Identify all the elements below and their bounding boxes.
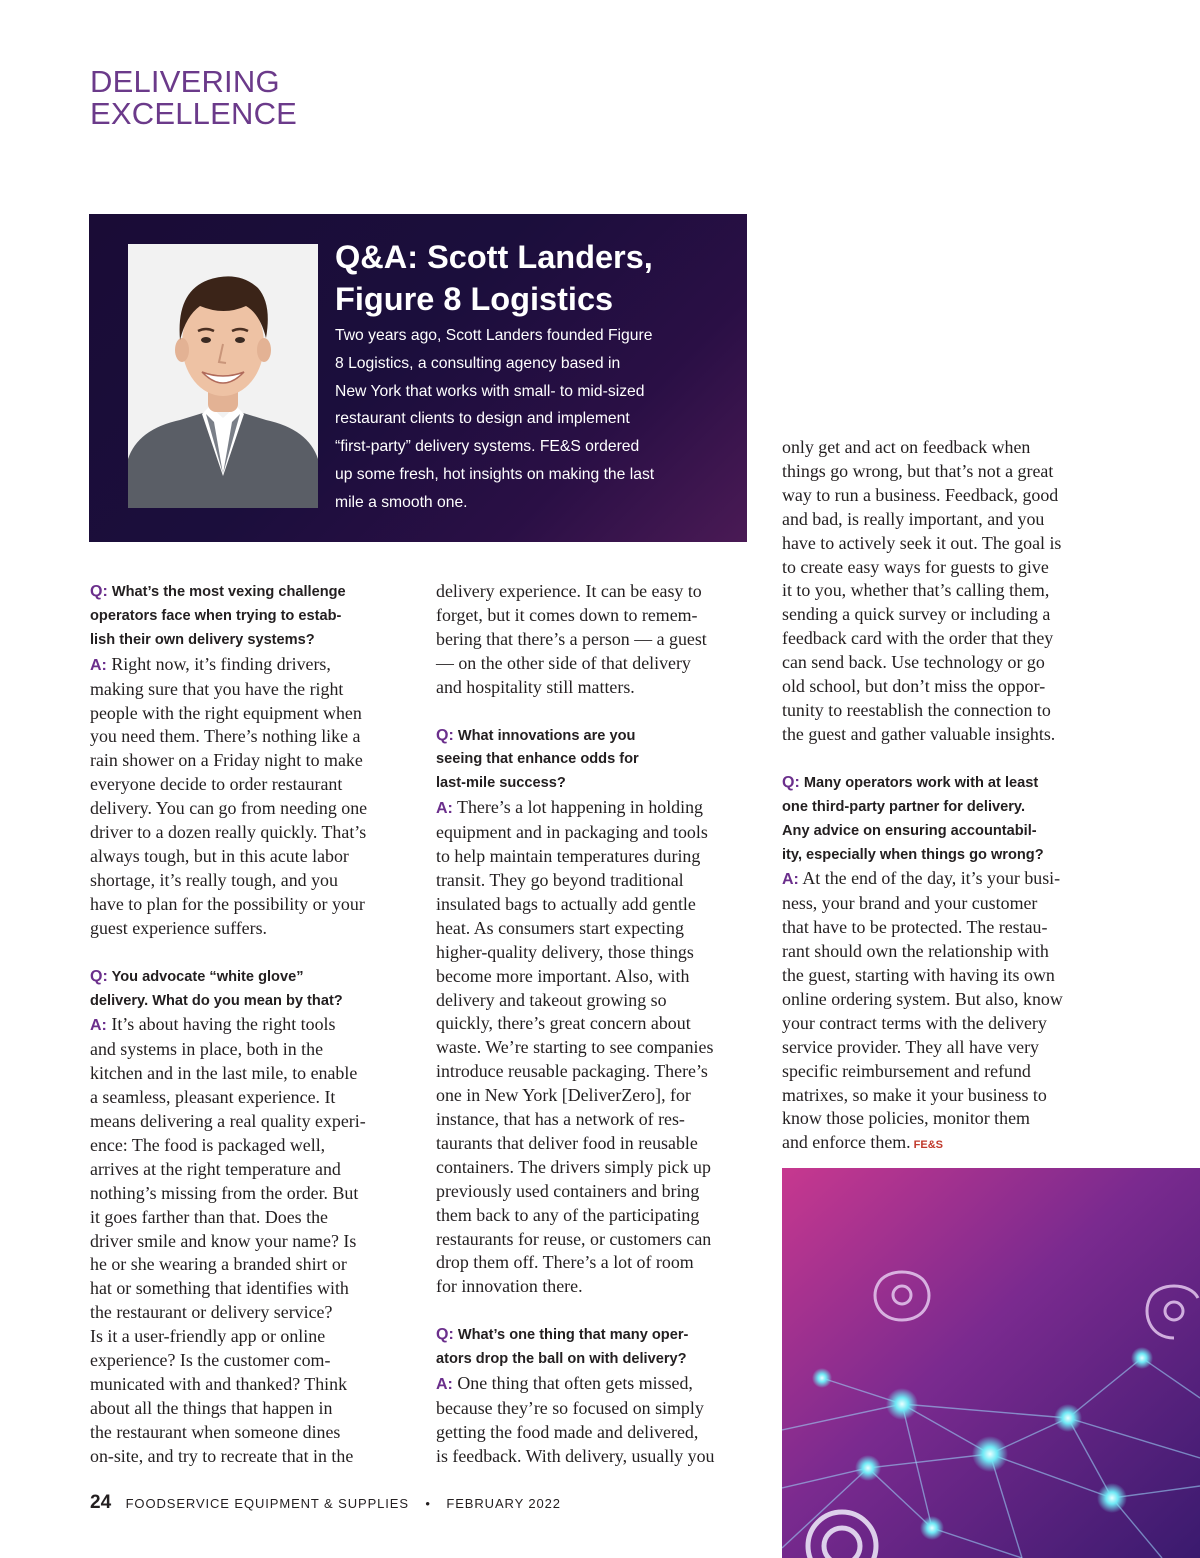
answer-line: [90, 893, 415, 917]
intro-line: 8 Logistics, a consulting agency based in: [335, 354, 621, 372]
line-text: waste. We’re starting to see companies: [436, 1037, 714, 1058]
paragraph-gap: [436, 1299, 761, 1323]
signoff-mark: FE&S: [913, 1139, 943, 1152]
line-text: he or she wearing a branded shirt or: [90, 1254, 347, 1275]
line-text: ity, especially when things go wrong?: [782, 846, 1044, 863]
line-text: restaurants for reuse, or customers can: [436, 1228, 712, 1249]
line-text: higher-quality delivery, those things: [436, 941, 694, 962]
answer-line: [90, 1062, 415, 1086]
answer-line: [436, 1228, 761, 1252]
line-text: service provider. They all have very: [782, 1036, 1039, 1057]
section-label-line-1: DELIVERING: [90, 64, 280, 99]
line-text: for innovation there.: [436, 1276, 583, 1297]
line-text: getting the food made and delivered,: [436, 1421, 699, 1442]
line-text: always tough, but in this acute labor: [90, 845, 349, 866]
section-label: [90, 66, 297, 130]
answer-line: [90, 845, 415, 869]
article-title: [335, 236, 735, 320]
issue-date: FEBRUARY 2022: [446, 1496, 561, 1511]
intro-line: “first-party” delivery systems. FE&S ordered: [335, 438, 640, 456]
line-text: your contract terms with the delivery: [782, 1012, 1047, 1033]
line-text: them back to any of the participating: [436, 1204, 700, 1225]
question-line: [90, 580, 415, 605]
line-text: Any advice on ensuring accountabil-: [782, 822, 1037, 839]
answer-line: [90, 797, 415, 821]
answer-line: [90, 1182, 415, 1206]
line-text: driver to a dozen really quickly. That’s: [90, 822, 367, 843]
question-line: [782, 820, 1107, 844]
answer-line: [782, 892, 1107, 916]
line-text: ence: The food is packaged well,: [90, 1134, 326, 1155]
body-line: [782, 484, 1107, 508]
answer-line: [436, 1012, 761, 1036]
question-line: [782, 771, 1107, 796]
answer-line: [90, 1421, 415, 1445]
line-text: is feedback. With delivery, usually you: [436, 1445, 715, 1466]
answer-line: [782, 940, 1107, 964]
line-text: experience? Is the customer com-: [90, 1350, 331, 1371]
question-line: [436, 772, 761, 796]
line-text: matrixes, so make it your business to: [782, 1084, 1047, 1105]
body-line: [782, 627, 1107, 651]
answer-line: [436, 1180, 761, 1204]
line-text: specific reimbursement and refund: [782, 1060, 1031, 1081]
answer-line: [436, 1397, 761, 1421]
answer-line: [436, 1445, 761, 1469]
line-text: a seamless, pleasant experience. It: [90, 1087, 336, 1108]
answer-line: [90, 1325, 415, 1349]
line-text: means delivering a real quality experi-: [90, 1111, 366, 1132]
answer-line: [90, 1373, 415, 1397]
line-text: Right now, it’s finding drivers,: [111, 653, 331, 674]
question-line: [436, 1323, 761, 1348]
article-column-2: [436, 580, 761, 1469]
body-line: [782, 532, 1107, 556]
answer-line: [90, 1230, 415, 1254]
question-line: [436, 1348, 761, 1372]
line-text: shortage, it’s really tough, and you: [90, 869, 338, 890]
footer-separator: •: [425, 1496, 430, 1511]
body-line: [782, 723, 1107, 747]
answer-line: [90, 1086, 415, 1110]
line-text: sending a quick survey or including a: [782, 604, 1051, 625]
line-text: arrives at the right temperature and: [90, 1158, 341, 1179]
line-text: last-mile success?: [436, 775, 566, 792]
answer-line: [90, 1253, 415, 1277]
answer-line: [436, 893, 761, 917]
line-text: introduce reusable packaging. There’s: [436, 1061, 708, 1082]
line-text: seeing that enhance odds for: [436, 751, 639, 768]
line-text: have to actively seek it out. The goal is: [782, 532, 1062, 553]
line-text: ness, your brand and your customer: [782, 893, 1038, 914]
line-text: the guest, starting with having its own: [782, 965, 1055, 986]
answer-line: [436, 1275, 761, 1299]
question-line: [90, 990, 415, 1014]
question-line: [90, 605, 415, 629]
line-text: tunity to reestablish the connection to: [782, 699, 1051, 720]
answer-line: [436, 869, 761, 893]
article-intro: [335, 322, 720, 517]
body-line: [782, 579, 1107, 603]
line-text: one in New York [DeliverZero], for: [436, 1085, 691, 1106]
body-line: [436, 580, 761, 604]
answer-line: [90, 702, 415, 726]
intro-line: Two years ago, Scott Landers founded Figure: [335, 327, 653, 344]
answer-line: [782, 1036, 1107, 1060]
body-line: [782, 651, 1107, 675]
answer-line: [90, 1158, 415, 1182]
answer-line: [782, 1012, 1107, 1036]
line-text: you need them. There’s nothing like a: [90, 726, 361, 747]
line-text: You advocate “white glove”: [111, 968, 304, 985]
line-text: can send back. Use technology or go: [782, 652, 1045, 673]
line-text: containers. The drivers simply pick up: [436, 1156, 711, 1177]
line-text: nothing’s missing from the order. But: [90, 1182, 359, 1203]
line-text: quickly, there’s great concern about: [436, 1013, 691, 1034]
answer-line: [782, 916, 1107, 940]
question-line: [90, 965, 415, 990]
line-text: feedback card with the order that they: [782, 628, 1054, 649]
answer-line: [90, 821, 415, 845]
answer-line: [436, 1204, 761, 1228]
intro-line: New York that works with small- to mid-sized: [335, 382, 645, 400]
answer-line: [782, 1084, 1107, 1108]
answer-line: [436, 917, 761, 941]
line-text: Many operators work with at least: [803, 774, 1039, 791]
line-text: way to run a business. Feedback, good: [782, 484, 1059, 505]
answer-line: [90, 1349, 415, 1373]
line-text: about all the things that happen in: [90, 1397, 333, 1418]
answer-marker: A:: [90, 656, 107, 674]
line-text: instance, that has a network of res-: [436, 1109, 685, 1130]
line-text: online ordering system. But also, know: [782, 988, 1063, 1009]
question-marker: Q:: [90, 583, 108, 600]
answer-line: [782, 988, 1107, 1012]
line-text: equipment and in packaging and tools: [436, 822, 708, 843]
line-text: and enforce them.: [782, 1132, 911, 1153]
answer-line: [436, 1156, 761, 1180]
line-text: lish their own delivery systems?: [90, 631, 315, 648]
line-text: At the end of the day, it’s your busi-: [802, 868, 1061, 889]
answer-marker: A:: [436, 800, 453, 818]
answer-line: [436, 845, 761, 869]
body-line: [782, 699, 1107, 723]
line-text: What’s one thing that many oper-: [457, 1327, 689, 1344]
line-text: heat. As consumers start expecting: [436, 917, 684, 938]
question-marker: Q:: [90, 967, 108, 985]
portrait-photo: [128, 244, 318, 508]
body-line: [782, 675, 1107, 699]
line-text: only get and act on feedback when: [782, 437, 1031, 457]
answer-line: [436, 1060, 761, 1084]
answer-line: [90, 1277, 415, 1301]
line-text: ators drop the ball on with delivery?: [436, 1351, 687, 1368]
answer-line: [782, 867, 1107, 892]
body-line: [436, 676, 761, 700]
line-text: transit. They go beyond traditional: [436, 869, 684, 890]
line-text: one third-party partner for delivery.: [782, 798, 1026, 815]
line-text: the restaurant when someone dines: [90, 1421, 341, 1442]
line-text: guest experience suffers.: [90, 917, 268, 938]
line-text: rain shower on a Friday night to make: [90, 750, 363, 771]
question-line: [436, 724, 761, 749]
article-column-1: [90, 580, 415, 1469]
answer-line: [90, 869, 415, 893]
answer-line: [436, 1108, 761, 1132]
line-text: kitchen and in the last mile, to enable: [90, 1063, 358, 1084]
line-text: delivery and takeout growing so: [436, 989, 667, 1010]
paragraph-gap: [782, 747, 1107, 771]
line-text: hat or something that identifies with: [90, 1278, 349, 1299]
line-text: delivery. What do you mean by that?: [90, 992, 343, 1009]
line-text: the restaurant or delivery service?: [90, 1302, 333, 1323]
line-text: on-site, and try to recreate that in the: [90, 1445, 354, 1466]
body-line: [782, 460, 1107, 484]
line-text: things go wrong, but that’s not a great: [782, 460, 1054, 481]
line-text: taurants that deliver food in reusable: [436, 1132, 698, 1153]
line-text: What innovations are you: [457, 727, 636, 744]
body-line: [436, 628, 761, 652]
question-marker: Q:: [782, 773, 800, 791]
line-text: it to you, whether that’s calling them,: [782, 580, 1050, 601]
line-text: because they’re so focused on simply: [436, 1398, 704, 1418]
answer-line: [782, 1131, 1107, 1158]
body-line: [782, 436, 1107, 460]
answer-line: [90, 678, 415, 702]
answer-line: [90, 749, 415, 773]
line-text: It’s about having the right tools: [111, 1014, 336, 1035]
line-text: What’s the most vexing challenge: [111, 584, 346, 600]
line-text: previously used containers and bring: [436, 1180, 700, 1201]
answer-line: [436, 1251, 761, 1275]
body-line: [782, 603, 1107, 627]
line-text: have to plan for the possibility or your: [90, 893, 365, 914]
answer-marker: A:: [90, 1017, 107, 1035]
answer-line: [90, 1134, 415, 1158]
answer-line: [90, 725, 415, 749]
line-text: and systems in place, both in the: [90, 1039, 324, 1060]
line-text: people with the right equipment when: [90, 702, 362, 723]
line-text: drop them off. There’s a lot of room: [436, 1252, 694, 1273]
line-text: it goes farther than that. Does the: [90, 1206, 328, 1227]
page-number: 24: [90, 1492, 112, 1513]
answer-line: [90, 1038, 415, 1062]
answer-line: [782, 1107, 1107, 1131]
body-line: [436, 652, 761, 676]
answer-line: [90, 1013, 415, 1038]
section-label-line-2: EXCELLENCE: [90, 96, 298, 131]
question-line: [782, 844, 1107, 868]
answer-line: [436, 1132, 761, 1156]
answer-line: [782, 964, 1107, 988]
question-line: [90, 629, 415, 653]
body-line: [782, 556, 1107, 580]
line-text: insulated bags to actually add gentle: [436, 893, 696, 914]
question-marker: Q:: [436, 1326, 454, 1344]
answer-marker: A:: [782, 871, 799, 889]
article-column-3: [782, 436, 1107, 1158]
answer-line: [436, 796, 761, 821]
answer-line: [436, 1084, 761, 1108]
intro-line: up some fresh, hot insights on making the last: [335, 465, 655, 483]
answer-line: [436, 821, 761, 845]
answer-line: [436, 1421, 761, 1445]
answer-line: [436, 989, 761, 1013]
answer-line: [436, 1372, 761, 1397]
answer-line: [436, 965, 761, 989]
line-text: operators face when trying to estab-: [90, 607, 342, 624]
publication-name: FOODSERVICE EQUIPMENT & SUPPLIES: [125, 1496, 409, 1511]
question-line: [782, 796, 1107, 820]
paragraph-gap: [90, 941, 415, 965]
intro-line: restaurant clients to design and implement: [335, 410, 630, 428]
answer-line: [90, 1110, 415, 1134]
body-line: [782, 508, 1107, 532]
line-text: old school, but don’t miss the oppor-: [782, 676, 1046, 697]
line-text: Is it a user-friendly app or online: [90, 1326, 326, 1347]
line-text: that have to be protected. The restau-: [782, 917, 1048, 938]
answer-line: [90, 1397, 415, 1421]
network-illustration: [782, 1168, 1200, 1558]
body-line: [436, 604, 761, 628]
answer-line: [90, 917, 415, 941]
line-text: to help maintain temperatures during: [436, 846, 701, 867]
page-footer: [90, 1492, 561, 1514]
question-marker: Q:: [436, 726, 454, 744]
answer-line: [90, 1206, 415, 1230]
title-line: Figure 8 Logistics: [335, 281, 614, 317]
answer-line: [90, 1445, 415, 1469]
line-text: delivery. You can go from needing one: [90, 798, 368, 819]
line-text: to create easy ways for guests to give: [782, 556, 1049, 577]
line-text: and bad, is really important, and you: [782, 508, 1045, 529]
line-text: know those policies, monitor them: [782, 1108, 1030, 1129]
line-text: making sure that you have the right: [90, 678, 344, 699]
answer-line: [90, 1301, 415, 1325]
answer-line: [782, 1060, 1107, 1084]
line-text: forget, but it comes down to remem-: [436, 604, 698, 625]
line-text: municated with and thanked? Think: [90, 1374, 348, 1394]
answer-line: [436, 941, 761, 965]
line-text: driver smile and know your name? Is: [90, 1230, 357, 1251]
line-text: delivery experience. It can be easy to: [436, 581, 702, 601]
answer-line: [90, 773, 415, 797]
intro-line: mile a smooth one.: [335, 493, 468, 511]
hero-box: [89, 214, 747, 542]
line-text: become more important. Also, with: [436, 965, 690, 986]
line-text: and hospitality still matters.: [436, 676, 635, 697]
answer-line: [436, 1036, 761, 1060]
paragraph-gap: [436, 700, 761, 724]
line-text: everyone decide to order restaurant: [90, 774, 343, 795]
line-text: rant should own the relationship with: [782, 941, 1049, 962]
line-text: — on the other side of that delivery: [436, 652, 691, 673]
line-text: the guest and gather valuable insights.: [782, 723, 1056, 744]
line-text: One thing that often gets missed,: [457, 1373, 693, 1394]
line-text: bering that there’s a person — a guest: [436, 628, 707, 649]
title-line: Q&A: Scott Landers,: [335, 239, 653, 275]
answer-line: [90, 653, 415, 678]
line-text: There’s a lot happening in holding: [457, 797, 703, 818]
answer-marker: A:: [436, 1376, 453, 1394]
question-line: [436, 748, 761, 772]
